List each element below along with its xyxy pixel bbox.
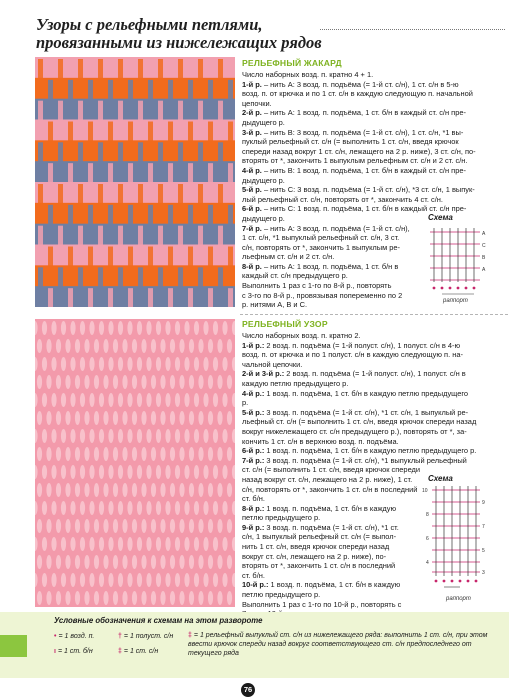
section-1-instruction-line: с 3-го по 8-й р., провязывая попеременно по 2 <box>242 290 403 300</box>
section-1-instruction-line: каждый ст. с/н предыдущего р. <box>242 271 348 281</box>
svg-text:6: 6 <box>426 536 429 542</box>
svg-text:5: 5 <box>482 548 485 554</box>
section-1-instruction-line: Число наборных возд. п. кратно 4 + 1. <box>242 70 374 79</box>
svg-text:9: 9 <box>482 500 485 506</box>
green-tab <box>0 635 27 657</box>
section-2-instruction-line: Выполнить 1 раз с 1-го по 10-й р., повторять с <box>242 599 402 609</box>
schema-1-mark-a2: A <box>482 267 486 273</box>
section-1-instruction-line: 8-й р. – нить А: 1 возд. п. подъёма, 1 ст. б/н в <box>242 261 399 271</box>
section-2-instruction-line: вторять от *, закончить 1 ст. с/н в последний <box>242 561 396 571</box>
section-2-instruction-line: ст. б/н. <box>242 570 265 580</box>
jacquard-swatch-image <box>35 57 235 307</box>
section-2-instruction-line: петлю предыдущего р. <box>242 590 321 600</box>
section-2-instruction-line: назад вокруг ст. с/н, лежащего на 2 р. ниже), 1 ст. <box>242 474 413 484</box>
section-2-instruction-line: 8-й р.: 1 возд. п. подъёма, 1 ст. б/н в каждую <box>242 503 397 513</box>
section-1-instruction-line: вторять от *, закончить 1 выпуклым рельефным ст. с/н и 2 ст. с/н. <box>242 156 468 166</box>
section-2-schema-label: Схема <box>428 474 453 483</box>
section-1-heading: РЕЛЬЕФНЫЙ ЖАКАРД <box>242 58 342 68</box>
section-2-instruction-line: нить 1 ст. с/н, введя крючок спереди назад <box>242 542 390 552</box>
section-2-instruction-line: чальной цепочки. <box>242 359 303 369</box>
page-number: 76 <box>241 683 255 697</box>
section-2-instruction-line: ст. с/н (= выполнить 1 ст. с/н, введя крючок спереди <box>242 465 421 475</box>
legend-chain-text: = 1 возд. п. <box>58 633 95 640</box>
section-1-instruction-line: 7-й р. – нить А: 3 возд. п. подъёма (= 1-й ст. с/н), <box>242 223 410 233</box>
legend-sc <box>54 648 93 655</box>
title-line-2: провязанными из нижележащих рядов <box>36 33 322 52</box>
schema-1-mark-c: C <box>482 243 486 249</box>
section-2-instruction-line: каждую петлю предыдущего р. <box>242 378 349 388</box>
section-2-instruction-line: 5-й р.: 3 возд. п. подъёма (= 1-й ст. с/н), *1 ст. с/н, 1 выпуклый ре- <box>242 407 469 417</box>
section-2-instruction-line: возд. п. от крючка и по 1 полуст. с/н в каждую следующую п. на- <box>242 350 463 360</box>
section-2-instruction-line: 9-й р.: 3 возд. п. подъёма (= 1-й ст. с/н), *1 ст. <box>242 522 399 532</box>
section-2-instruction-line: 1-й р.: 2 возд. п. подъёма (= 1-й полуст. с/н), 1 полуст. с/н в 4-ю <box>242 340 461 350</box>
svg-text:7: 7 <box>482 524 485 530</box>
svg-text:3: 3 <box>482 570 485 576</box>
section-2-heading: РЕЛЬЕФНЫЙ УЗОР <box>242 319 328 329</box>
section-1-instruction-line: 3-й р. – нить В: 3 возд. п. подъёма (= 1-й ст. с/н), 1 ст. с/н, *1 вы- <box>242 127 464 137</box>
legend-chain <box>54 633 94 640</box>
section-1-instruction-line: Выполнить 1 раз с 1-го по 8-й р., повторять <box>242 281 392 291</box>
section-1-instruction-line: 2-й р. – нить А: 1 возд. п. подъёма, 1 ст. б/н в каждый ст. с/н пре- <box>242 108 466 118</box>
section-2-instruction-line: вокруг нижележащего ст. с/н предыдущего р.), повторять от *, за- <box>242 426 467 436</box>
section-1-instruction-line: цепочки. <box>242 98 272 108</box>
section-2-instruction-line: петлю предыдущего р. <box>242 513 321 523</box>
title-line-1: Узоры с рельефными петлями, <box>36 15 263 34</box>
section-1-schema <box>420 224 492 305</box>
section-2-instruction-line: 2-й и 3-й р.: 2 возд. п. подъёма (= 1-й полуст. с/н), 1 полуст. с/н в <box>242 369 466 379</box>
section-1-instruction-line: спереди назад вокруг 1 ст. с/н, лежащего на 2 р. ниже), 3 ст. с/н, по- <box>242 146 476 156</box>
section-2-instruction-line: с/н, повторять от *, закончить 1 ст. с/н в последний <box>242 484 418 494</box>
section-2-instruction-line: 4-й р.: 1 возд. п. подъёма, 1 ст. б/н в каждую петлю предыдущего <box>242 388 469 398</box>
section-1-instruction-line: с/н, повторять от *, закончить 1 выпуклым ре- <box>242 242 401 252</box>
single-crochet-icon: ı <box>54 648 56 655</box>
section-2-instruction-line: с/н, 1 выпуклый рельефный ст. с/н (= выпол- <box>242 532 397 542</box>
section-1-instruction-line: 1 ст. с/н, *1 выпуклый рельефный ст. с/н, 3 ст. <box>242 233 400 243</box>
section-1-instruction-line: лый рельефный ст. с/н, повторять от *, закончить 4 ст. с/н. <box>242 194 443 204</box>
svg-text:10: 10 <box>422 488 428 494</box>
relief-swatch-photo <box>35 319 235 607</box>
relief-swatch-image <box>35 319 235 607</box>
section-1-instruction-line: дыдущего р. <box>242 213 285 223</box>
section-2-instruction-line: вокруг ст. с/н, лежащего на 2 р. ниже), по- <box>242 551 387 561</box>
relief-stitch-icon: ‡ <box>188 632 192 639</box>
legend-title: Условные обозначения к схемам на этом развороте <box>54 616 263 625</box>
title-rule <box>320 29 505 30</box>
section-1-instruction-line: 4-й р. – нить В: 1 возд. п. подъёма, 1 ст. б/н в каждый ст. с/н пре- <box>242 165 466 175</box>
section-2-rapport: раппорт <box>446 596 471 602</box>
section-2-instruction-line: 10-й р.: 1 возд. п. подъёма, 1 ст. б/н в каждую <box>242 580 401 590</box>
section-1-instruction-line: 6-й р. – нить С: 1 возд. п. подъёма, 1 ст. б/н в каждый ст. с/н пре- <box>242 204 467 214</box>
section-2-instruction-line: льефный ст. с/н (= выполнить 1 ст. с/н, введя крючок спереди назад <box>242 417 477 427</box>
section-2-schema <box>418 484 498 599</box>
svg-text:4: 4 <box>426 560 429 566</box>
chain-stitch-icon: • <box>54 633 57 640</box>
half-double-crochet-icon: † <box>118 633 122 640</box>
schema-1-mark-a: A <box>482 231 486 237</box>
svg-text:8: 8 <box>426 512 429 518</box>
section-divider <box>240 314 508 315</box>
double-crochet-icon: ‡ <box>118 648 122 655</box>
section-1-instruction-line: пуклый рельефный ст. с/н (= выполнить 1 ст. с/н, введя крючок <box>242 137 459 147</box>
section-1-instruction-line: дыдущего р. <box>242 117 285 127</box>
legend-dc-text: = 1 ст. с/н <box>123 648 159 655</box>
section-2-instruction-line: кончить 1 ст. с/н в верхнюю возд. п. подъёма. <box>242 436 399 446</box>
section-1-instruction-line: льефным ст. с/н и 2 ст. с/н. <box>242 252 335 262</box>
section-1-instruction-line: дыдущего р. <box>242 175 285 185</box>
section-1-instruction-line: р. нитями А, В и С. <box>242 300 308 310</box>
legend-panel <box>0 612 509 678</box>
section-1-instruction-line: возд. п. от крючка и по 1 ст. с/н в каждую следующую п. начальной <box>242 89 473 99</box>
legend-relief-text: = 1 рельефный выпуклый ст. с/н из нижележащего ряда: выполнить 1 ст. с/н, при этом ввести крючок спереди назад вокруг соответствующего ст. с/н предпоследнего от текущего ряда <box>188 632 488 657</box>
legend-dc <box>118 648 158 655</box>
section-2-instruction-line: р. <box>242 398 249 408</box>
section-2-instruction-line: ст. б/н. <box>242 494 265 504</box>
section-2-instruction-line: Число наборных возд. п. кратно 2. <box>242 331 361 340</box>
section-2-instruction-line: 7-й р.: 3 возд. п. подъёма (= 1-й ст. с/н), *1 выпуклый рельефный <box>242 455 467 465</box>
section-1-schema-label: Схема <box>428 213 453 222</box>
legend-hdc <box>118 633 173 640</box>
schema-1-mark-b: B <box>482 255 486 261</box>
section-2-instruction-line: 6-й р.: 1 возд. п. подъёма, 1 ст. б/н в каждую петлю предыдущего р. <box>242 446 477 456</box>
legend-hdc-text: = 1 полуст. с/н <box>123 633 174 640</box>
legend-sc-text: = 1 ст. б/н <box>57 648 93 655</box>
section-1-instruction-line: 5-й р. – нить С: 3 возд. п. подъёма (= 1-й ст. с/н), *3 ст. с/н, 1 выпук- <box>242 185 475 195</box>
section-1-instruction-line: 1-й р. – нить А: 3 возд. п. подъёма (= 1-й ст. с/н), 1 ст. с/н в 5-ю <box>242 79 459 89</box>
jacquard-swatch-photo <box>35 57 235 307</box>
section-1-rapport: раппорт <box>443 298 468 304</box>
legend-relief <box>188 631 488 658</box>
page-title <box>36 16 396 52</box>
